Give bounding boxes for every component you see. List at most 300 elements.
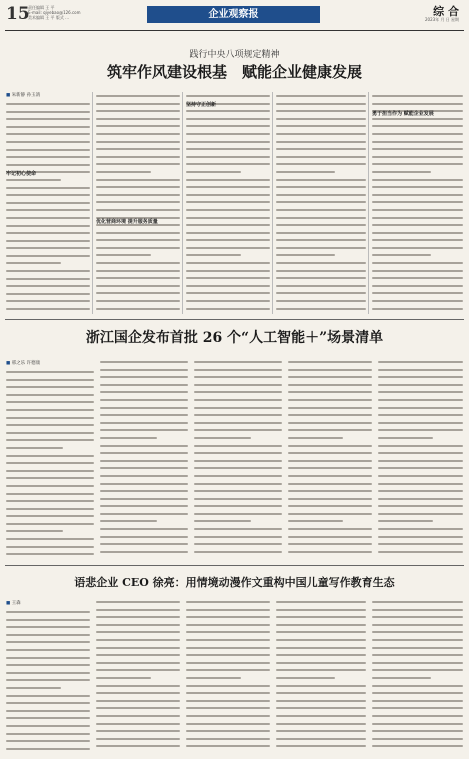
text-line [96, 145, 180, 153]
text-line [372, 735, 463, 743]
article-column [6, 368, 94, 560]
text-line [194, 540, 282, 548]
text-line [378, 464, 463, 472]
text-line [288, 358, 372, 366]
meta-line: E-mail: qiyebao@126.com [28, 10, 81, 15]
text-line [186, 689, 270, 697]
column-rule [92, 92, 93, 314]
text-line [186, 138, 270, 146]
article-subhead: 坚持守正创新 [186, 102, 217, 108]
text-line [378, 472, 463, 480]
text-line [288, 404, 372, 412]
text-line [372, 742, 463, 750]
text-line [96, 176, 180, 184]
text-line [100, 388, 188, 396]
text-line [186, 92, 270, 100]
text-line [186, 666, 270, 674]
article-column [288, 358, 372, 560]
text-line [96, 697, 180, 705]
text-line [276, 229, 366, 237]
text-line [100, 358, 188, 366]
text-line [186, 122, 270, 130]
text-line [96, 100, 180, 108]
text-line [194, 525, 282, 533]
text-line [288, 502, 372, 510]
text-line [6, 676, 90, 684]
text-line [288, 457, 372, 465]
text-line [194, 457, 282, 465]
section-name: 综 合 [433, 5, 459, 18]
text-line [6, 737, 90, 745]
text-line [100, 396, 188, 404]
text-line [96, 644, 180, 652]
text-line [372, 198, 463, 206]
text-line [96, 598, 180, 606]
text-line [186, 160, 270, 168]
text-line [288, 487, 372, 495]
text-line [186, 735, 270, 743]
text-line [186, 244, 270, 252]
text-line [186, 229, 270, 237]
text-line [378, 548, 463, 556]
text-line [378, 388, 463, 396]
text-line [378, 419, 463, 427]
text-line [378, 404, 463, 412]
text-line [100, 480, 188, 488]
text-line [276, 720, 366, 728]
text-line [276, 282, 366, 290]
article-subhead: 勇于担当作为 赋能企业发展 [372, 111, 434, 117]
text-line [186, 145, 270, 153]
text-line [372, 267, 463, 275]
text-line [194, 517, 282, 525]
text-line [6, 512, 94, 520]
text-line [372, 100, 463, 108]
text-line [276, 621, 366, 629]
text-line [6, 474, 94, 482]
text-line [372, 206, 463, 214]
text-line [96, 305, 180, 313]
text-line [6, 623, 90, 631]
text-line [186, 251, 270, 259]
article-column [194, 358, 282, 560]
text-line [186, 267, 270, 275]
text-line [186, 727, 270, 735]
text-line [372, 138, 463, 146]
text-line [6, 699, 90, 707]
text-line [96, 735, 180, 743]
text-line [276, 742, 366, 750]
text-line [186, 176, 270, 184]
text-line [6, 520, 94, 528]
text-line [6, 406, 94, 414]
text-line [96, 198, 180, 206]
article-divider [5, 319, 464, 320]
text-line [96, 621, 180, 629]
text-line [96, 251, 180, 259]
text-line [194, 388, 282, 396]
text-line [6, 692, 90, 700]
text-line [96, 651, 180, 659]
text-line [378, 373, 463, 381]
text-line [372, 160, 463, 168]
text-line [194, 548, 282, 556]
text-line [6, 661, 90, 669]
article-column [276, 92, 366, 314]
text-line [372, 92, 463, 100]
text-line [100, 419, 188, 427]
text-line [276, 735, 366, 743]
text-line [288, 419, 372, 427]
text-line [6, 550, 94, 558]
text-line [276, 176, 366, 184]
text-line [100, 517, 188, 525]
text-line [96, 183, 180, 191]
text-line [372, 236, 463, 244]
text-line [288, 464, 372, 472]
text-line [372, 274, 463, 282]
text-line [288, 396, 372, 404]
text-line [6, 244, 90, 252]
text-line [288, 442, 372, 450]
text-line [194, 358, 282, 366]
newspaper-banner: 企业观察报 [147, 6, 320, 23]
text-line [6, 714, 90, 722]
text-line [96, 259, 180, 267]
text-line [276, 682, 366, 690]
text-line [276, 697, 366, 705]
text-line [276, 191, 366, 199]
text-line [186, 183, 270, 191]
text-line [96, 682, 180, 690]
text-line [6, 722, 90, 730]
text-line [100, 464, 188, 472]
text-line [186, 198, 270, 206]
article-divider [5, 565, 464, 566]
text-line [186, 659, 270, 667]
text-line [288, 540, 372, 548]
text-line [6, 184, 90, 192]
text-line [276, 122, 366, 130]
article-column [96, 598, 180, 754]
text-line [100, 426, 188, 434]
text-line [6, 123, 90, 131]
text-line [6, 527, 94, 535]
text-line [96, 289, 180, 297]
meta-line: 美术编辑 王 平 版式 … [28, 15, 70, 20]
text-line [6, 684, 90, 692]
text-line [186, 115, 270, 123]
text-line [194, 411, 282, 419]
text-line [276, 305, 366, 313]
text-line [288, 426, 372, 434]
text-line [96, 712, 180, 720]
text-line [6, 290, 90, 298]
text-line [372, 697, 463, 705]
text-line [194, 419, 282, 427]
text-line [372, 712, 463, 720]
text-line [96, 130, 180, 138]
text-line [100, 381, 188, 389]
text-line [6, 267, 90, 275]
text-line [288, 449, 372, 457]
text-line [100, 487, 188, 495]
text-line [276, 138, 366, 146]
text-line [378, 487, 463, 495]
text-line [288, 548, 372, 556]
article-column [372, 598, 463, 754]
text-line [372, 297, 463, 305]
article-subhead: 牢记初心使命 [6, 171, 37, 177]
text-line [6, 497, 94, 505]
text-line [6, 138, 90, 146]
text-line [372, 251, 463, 259]
text-line [186, 704, 270, 712]
text-line [100, 525, 188, 533]
text-line [378, 525, 463, 533]
text-line [96, 138, 180, 146]
text-line [6, 543, 94, 551]
page-number: 15 [6, 4, 30, 24]
text-line [372, 191, 463, 199]
text-line [372, 145, 463, 153]
text-line [378, 540, 463, 548]
text-line [276, 107, 366, 115]
text-line [96, 628, 180, 636]
text-line [194, 396, 282, 404]
text-line [372, 704, 463, 712]
text-line [276, 274, 366, 282]
text-line [186, 214, 270, 222]
article-headline: 浙江国企发布首批 26 个“人工智能＋”场景清单 [85, 330, 384, 346]
text-line [194, 449, 282, 457]
text-line [96, 92, 180, 100]
text-line [378, 442, 463, 450]
text-line [186, 621, 270, 629]
text-line [276, 689, 366, 697]
text-line [372, 682, 463, 690]
text-line [6, 229, 90, 237]
text-line [96, 115, 180, 123]
text-line [276, 712, 366, 720]
text-line [186, 107, 270, 115]
article-byline: ■ 王森 [6, 600, 21, 606]
text-line [372, 689, 463, 697]
text-line [194, 381, 282, 389]
text-line [6, 282, 90, 290]
text-line [276, 236, 366, 244]
text-line [96, 727, 180, 735]
text-line [288, 366, 372, 374]
text-line [6, 467, 94, 475]
text-line [186, 274, 270, 282]
text-line [6, 631, 90, 639]
text-line [186, 168, 270, 176]
text-line [100, 366, 188, 374]
text-line [194, 480, 282, 488]
text-line [6, 383, 94, 391]
text-line [288, 517, 372, 525]
text-line [276, 659, 366, 667]
text-line [372, 130, 463, 138]
text-line [6, 100, 90, 108]
text-line [186, 651, 270, 659]
text-line [96, 122, 180, 130]
text-line [6, 259, 90, 267]
text-line [186, 191, 270, 199]
text-line [276, 160, 366, 168]
text-line [276, 628, 366, 636]
text-line [372, 168, 463, 176]
text-line [276, 259, 366, 267]
text-line [372, 183, 463, 191]
text-line [186, 628, 270, 636]
text-line [186, 613, 270, 621]
text-line [378, 358, 463, 366]
text-line [6, 669, 90, 677]
text-line [378, 457, 463, 465]
text-line [372, 666, 463, 674]
text-line [288, 373, 372, 381]
text-line [372, 176, 463, 184]
text-line [372, 636, 463, 644]
text-line [194, 502, 282, 510]
text-line [378, 480, 463, 488]
text-line [186, 297, 270, 305]
text-line [276, 145, 366, 153]
text-line [186, 289, 270, 297]
header-rule [5, 30, 464, 31]
text-line [96, 267, 180, 275]
text-line [194, 464, 282, 472]
text-line [186, 221, 270, 229]
text-line [96, 153, 180, 161]
text-line [6, 654, 90, 662]
text-line [372, 214, 463, 222]
text-line [378, 510, 463, 518]
text-line [96, 720, 180, 728]
text-line [194, 533, 282, 541]
text-line [6, 161, 90, 169]
text-line [186, 644, 270, 652]
text-line [372, 727, 463, 735]
text-line [6, 146, 90, 154]
text-line [6, 153, 90, 161]
text-line [372, 644, 463, 652]
text-line [6, 115, 90, 123]
text-line [96, 704, 180, 712]
text-line [276, 206, 366, 214]
text-line [194, 373, 282, 381]
article-subhead: 优化营商环境 提升服务质量 [96, 219, 158, 225]
text-line [100, 533, 188, 541]
text-line [6, 707, 90, 715]
text-line [186, 720, 270, 728]
text-line [100, 442, 188, 450]
text-line [288, 388, 372, 396]
text-line [6, 368, 94, 376]
text-line [276, 666, 366, 674]
text-line [100, 411, 188, 419]
text-line [372, 289, 463, 297]
text-line [276, 704, 366, 712]
text-line [288, 472, 372, 480]
text-line [96, 191, 180, 199]
text-line [96, 606, 180, 614]
text-line [372, 621, 463, 629]
text-line [6, 730, 90, 738]
text-line [276, 115, 366, 123]
text-line [372, 628, 463, 636]
column-rule [272, 92, 273, 314]
text-line [372, 153, 463, 161]
text-line [6, 191, 90, 199]
text-line [186, 712, 270, 720]
text-line [372, 606, 463, 614]
text-line [6, 199, 90, 207]
text-line [6, 421, 94, 429]
article-column [100, 358, 188, 560]
text-line [288, 434, 372, 442]
text-line [96, 689, 180, 697]
article-headline: 筑牢作风建设根基 赋能企业健康发展 [106, 63, 362, 81]
text-line [100, 404, 188, 412]
text-line [372, 305, 463, 313]
text-line [276, 644, 366, 652]
article-byline: ■ 邢之乐 许德康 [6, 360, 40, 366]
text-line [372, 259, 463, 267]
text-line [194, 487, 282, 495]
text-line [276, 606, 366, 614]
text-line [6, 535, 94, 543]
article-column [186, 92, 270, 314]
text-line [194, 426, 282, 434]
text-line [6, 444, 94, 452]
text-line [6, 206, 90, 214]
text-line [100, 373, 188, 381]
text-line [276, 92, 366, 100]
text-line [186, 598, 270, 606]
text-line [6, 130, 90, 138]
text-line [378, 449, 463, 457]
text-line [96, 674, 180, 682]
text-line [6, 745, 90, 753]
text-line [276, 613, 366, 621]
article-column [276, 598, 366, 754]
text-line [6, 646, 90, 654]
article-column [372, 92, 463, 314]
text-line [288, 411, 372, 419]
text-line [186, 636, 270, 644]
text-line [6, 391, 94, 399]
text-line [288, 495, 372, 503]
text-line [96, 659, 180, 667]
text-line [186, 130, 270, 138]
text-line [186, 742, 270, 750]
text-line [96, 236, 180, 244]
text-line [186, 606, 270, 614]
article-column [96, 92, 180, 314]
text-line [6, 376, 94, 384]
text-line [96, 282, 180, 290]
text-line [96, 160, 180, 168]
text-line [100, 495, 188, 503]
text-line [6, 638, 90, 646]
text-line [186, 305, 270, 313]
text-line [186, 259, 270, 267]
article-byline: ■ 朱新静 孙玉鸽 [6, 92, 40, 98]
article-column [6, 608, 90, 754]
